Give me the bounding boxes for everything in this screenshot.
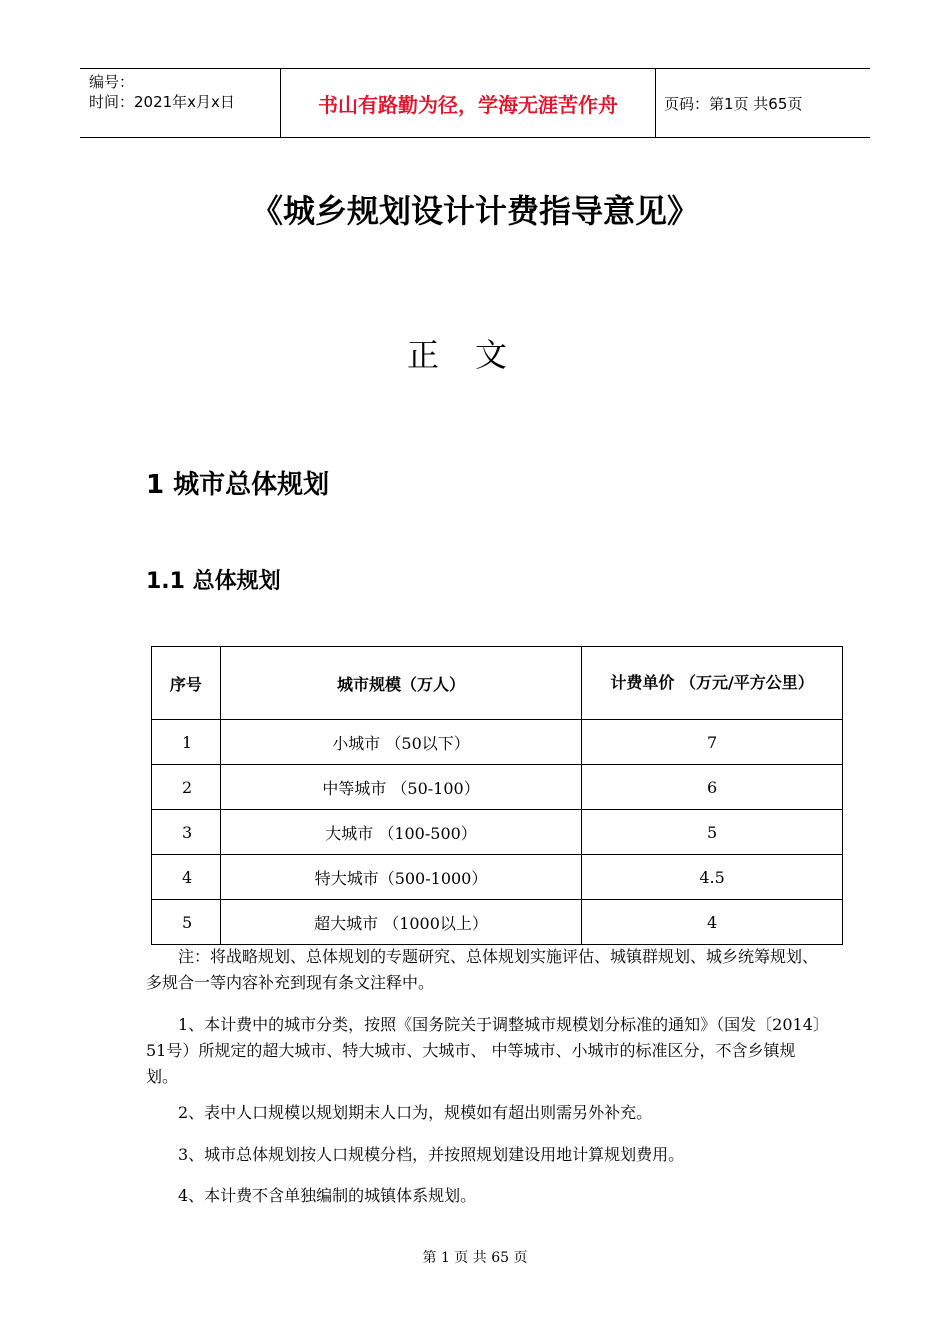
fee-table xyxy=(151,646,843,945)
table-cell: 5 xyxy=(152,900,221,945)
table-row xyxy=(152,855,843,900)
notes-item-2 xyxy=(146,1100,826,1126)
table-header-cell: 城市规模（万人） xyxy=(220,647,581,720)
note-item-text: 4、本计费不含单独编制的城镇体系规划。 xyxy=(178,1186,477,1205)
table-header-cell: 序号 xyxy=(152,647,221,720)
section-zhengwen: 正文 xyxy=(406,336,543,374)
table-cell: 超大城市 （1000以上） xyxy=(220,900,581,945)
header-date-label: 时间：2021年x月x日 xyxy=(89,93,235,111)
table-cell: 7 xyxy=(582,720,843,765)
notes-item-3 xyxy=(146,1142,826,1168)
table-row xyxy=(152,720,843,765)
table-row xyxy=(152,765,843,810)
table-cell: 3 xyxy=(152,810,221,855)
heading-1-1: 1.1 总体规划 xyxy=(146,569,281,594)
heading-1: 1 城市总体规划 xyxy=(146,470,330,500)
table-cell: 4 xyxy=(582,900,843,945)
table-cell: 4.5 xyxy=(582,855,843,900)
table-cell: 大城市 （100-500） xyxy=(220,810,581,855)
header-page-info: 页码：第1页 共65页 xyxy=(664,94,803,113)
notes-item-1 xyxy=(146,1012,826,1090)
table-header-text: 计费单价 （万元/平方公里） xyxy=(610,673,814,692)
table-row xyxy=(152,900,843,945)
table-cell: 1 xyxy=(152,720,221,765)
header-meta xyxy=(80,69,280,137)
table-header-cell xyxy=(582,647,843,720)
table-cell: 4 xyxy=(152,855,221,900)
table-header-row xyxy=(152,647,843,720)
table-cell: 2 xyxy=(152,765,221,810)
note-item-text: 1、本计费中的城市分类，按照《国务院关于调整城市规模划分标准的通知》（国发〔2014〕51号）所规定的超大城市、特大城市、大城市、 中等城市、小城市的标准区分，不含乡镇规划。 xyxy=(146,1015,821,1086)
note-paragraph: 注：将战略规划、总体规划的专题研究、总体规划实施评估、城镇群规划、城乡统筹规划、多规合一等内容补充到现有条文注释中。 xyxy=(146,947,819,992)
table-cell: 特大城市（500-1000） xyxy=(220,855,581,900)
notes-item-4 xyxy=(146,1183,826,1209)
note-item-text: 3、城市总体规划按人口规模分档，并按照规划建设用地计算规划费用。 xyxy=(178,1145,685,1164)
page-footer: 第 1 页 共 65 页 xyxy=(422,1250,528,1266)
document-header xyxy=(80,68,870,138)
table-row xyxy=(152,810,843,855)
table-cell: 5 xyxy=(582,810,843,855)
table-cell: 中等城市 （50-100） xyxy=(220,765,581,810)
note-item-text: 2、表中人口规模以规划期末人口为，规模如有超出则需另外补充。 xyxy=(178,1103,653,1122)
table-cell: 6 xyxy=(582,765,843,810)
header-number-label: 编号： xyxy=(89,73,135,91)
header-motto: 书山有路勤为径，学海无涯苦作舟 xyxy=(280,69,656,137)
notes-block xyxy=(146,944,826,996)
document-title: 《城乡规划设计计费指导意见》 xyxy=(250,192,699,230)
table-cell: 小城市 （50以下） xyxy=(220,720,581,765)
